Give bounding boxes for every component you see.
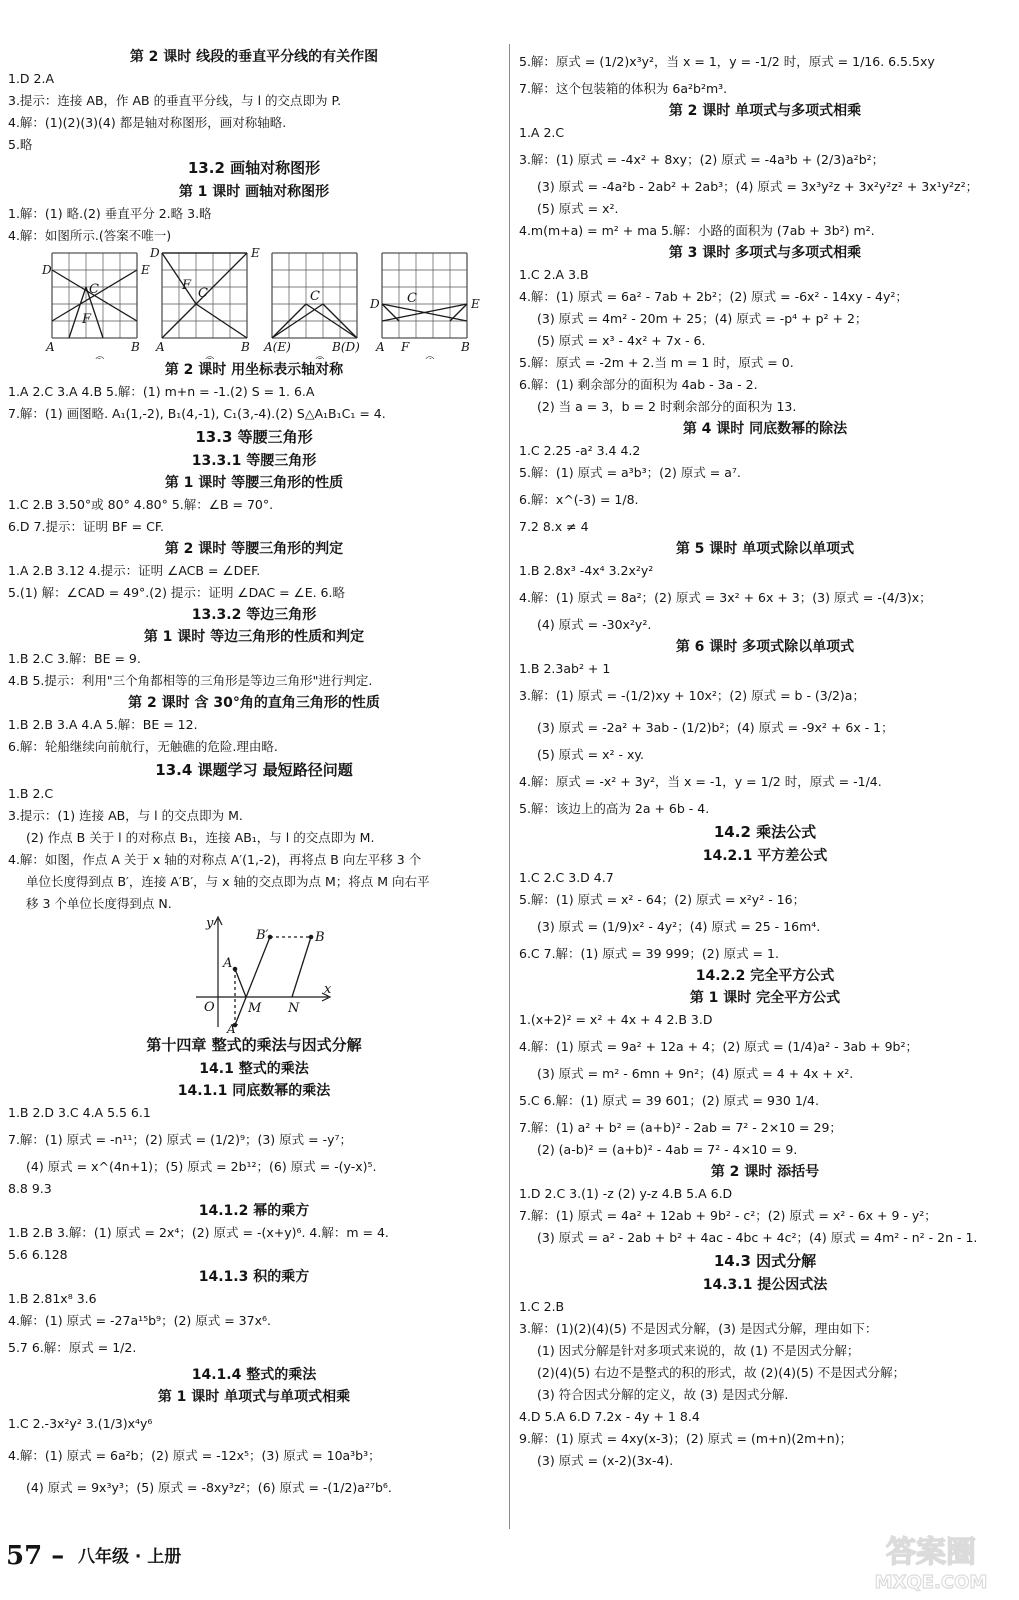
section-heading: 13.4 课题学习 最短路径问题	[155, 761, 353, 779]
answer-line: (4) 原式 = 9x³y³；(5) 原式 = -8xy³z²；(6) 原式 = -(1/2)a²⁷b⁶.	[26, 1480, 392, 1495]
answer-line: 4.解：(1) 原式 = 6a² - 7ab + 2b²；(2) 原式 = -6x² - 14xy - 4y²；	[519, 289, 908, 304]
answer-line: 5.解：(1) 原式 = a³b³；(2) 原式 = a⁷.	[519, 465, 741, 480]
figure-axis-symmetry	[8, 247, 500, 359]
figure-label: E	[141, 263, 150, 277]
section-heading: 14.1.4 整式的乘法	[191, 1367, 317, 1383]
answer-line: 4.解：(1) 原式 = 9a² + 12a + 4；(2) 原式 = (1/4)a² - 3ab + 9b²；	[519, 1039, 918, 1054]
figure-point	[309, 935, 314, 940]
figure-label: x	[324, 982, 332, 997]
answer-line: (3) 原式 = (1/9)x² - 4y²；(4) 原式 = 25 - 16m⁴.	[537, 919, 821, 934]
answer-line: 1.B 2.3ab² + 1	[519, 661, 611, 676]
answer-line: 7.解：(1) 原式 = -n¹¹；(2) 原式 = (1/2)⁹；(3) 原式 = -y⁷；	[8, 1132, 352, 1147]
answer-line: 1.B 2.8x³ -4x⁴ 3.2x²y²	[519, 563, 654, 578]
figure-label: E	[471, 297, 480, 311]
answer-line: 6.解：轮船继续向前航行，无触礁的危险.理由略.	[8, 739, 278, 754]
answer-line: (4) 原式 = x^(4n+1)；(5) 原式 = 2b¹²；(6) 原式 = -(y-x)⁵.	[26, 1159, 377, 1174]
answer-line: 6.D 7.提示：证明 BF = CF.	[8, 519, 164, 534]
answer-line: (3) 原式 = (x-2)(3x-4).	[537, 1453, 674, 1468]
answer-line: 6.解：x^(-3) = 1/8.	[519, 492, 639, 507]
answer-line: 1.C 2.B	[519, 1299, 565, 1314]
figure-label: B	[315, 930, 325, 945]
answer-line: (2)(4)(5) 右边不是整式的积的形式，故 (2)(4)(5) 不是因式分解；	[537, 1365, 906, 1380]
figure-label: A(E)	[264, 340, 291, 354]
grade-label: 八年级 · 上册	[78, 1547, 182, 1567]
column-divider	[509, 44, 510, 1529]
symmetry-figures	[8, 247, 500, 359]
answer-line: 5.6 6.128	[8, 1247, 68, 1262]
page-number: 57 –	[6, 1541, 65, 1571]
answer-line: 4.D 5.A 6.D 7.2x - 4y + 1 8.4	[519, 1409, 700, 1424]
figure-label: F	[182, 278, 192, 293]
answer-line: 1.B 2.81x⁸ 3.6	[8, 1291, 97, 1306]
answer-line: 7.解：这个包装箱的体积为 6a²b²m³.	[519, 81, 728, 96]
answer-line: 6.解：(1) 剩余部分的面积为 4ab - 3a - 2.	[519, 377, 758, 392]
answer-line: 1.C 2.C 3.D 4.7	[519, 870, 614, 885]
watermark-logo	[851, 1526, 1011, 1596]
answer-line: 1.B 2.B 3.解：(1) 原式 = 2x⁴；(2) 原式 = -(x+y)⁶. 4.解：m = 4.	[8, 1225, 389, 1240]
answer-line: 单位长度得到点 B′，连接 A′B′，与 x 轴的交点即为点 M；将点 M 向右平	[26, 874, 430, 889]
figure-line	[292, 937, 311, 997]
answer-line: 1.(x+2)² = x² + 4x + 4 2.B 3.D	[519, 1012, 713, 1027]
answer-line: 4.B 5.提示：利用"三个角都相等的三角形是等边三角形"进行判定.	[8, 673, 373, 688]
answer-line: 3.解：(1) 原式 = -4x² + 8xy；(2) 原式 = -4a³b + (2/3)a²b²；	[519, 152, 885, 167]
answer-line: 3.解：(1) 原式 = -(1/2)xy + 10x²；(2) 原式 = b - (3/2)a；	[519, 688, 865, 703]
answer-line: (5) 原式 = x² - xy.	[537, 747, 644, 762]
answer-line: 6.C 7.解：(1) 原式 = 39 999；(2) 原式 = 1.	[519, 946, 779, 961]
answer-line: 5.(1) 解：∠CAD = 49°.(2) 提示：证明 ∠DAC = ∠E. 6.略	[8, 585, 345, 600]
answer-line: 1.A 2.B 3.12 4.提示：证明 ∠ACB = ∠DEF.	[8, 563, 261, 578]
answer-line: 7.2 8.x ≠ 4	[519, 519, 589, 534]
figure-label	[314, 355, 326, 359]
answer-line: (2) 当 a = 3，b = 2 时剩余部分的面积为 13.	[537, 399, 797, 414]
answer-line: (3) 符合因式分解的定义，故 (3) 是因式分解.	[537, 1387, 789, 1402]
section-heading: 第 1 课时 等腰三角形的性质	[164, 475, 344, 491]
section-heading: 14.3.1 提公因式法	[702, 1277, 828, 1293]
answer-line: 9.解：(1) 原式 = 4xy(x-3)；(2) 原式 = (m+n)(2m+n)；	[519, 1431, 853, 1446]
answer-line: 5.解：该边上的高为 2a + 6b - 4.	[519, 801, 710, 816]
section-heading: 13.3 等腰三角形	[195, 428, 313, 446]
section-heading: 第十四章 整式的乘法与因式分解	[146, 1036, 362, 1054]
section-heading: 第 1 课时 等边三角形的性质和判定	[143, 629, 365, 645]
answer-line: (3) 原式 = 4m² - 20m + 25；(4) 原式 = -p⁴ + p² + 2；	[537, 311, 868, 326]
answer-line: 5.略	[8, 137, 33, 152]
figure-label: N	[288, 1001, 300, 1016]
answer-line: 1.A 2.C	[519, 125, 565, 140]
watermark-text: 答案圈	[886, 1535, 976, 1570]
figure-label: A′	[227, 1022, 239, 1033]
answer-line: (3) 原式 = -4a²b - 2ab² + 2ab³；(4) 原式 = 3x³y²z + 3x²y²z² + 3x¹y²z²；	[537, 179, 979, 194]
figure-label: y	[206, 916, 214, 931]
answer-line: 3.解：(1)(2)(4)(5) 不是因式分解，(3) 是因式分解，理由如下：	[519, 1321, 878, 1336]
section-heading: 14.3 因式分解	[713, 1252, 817, 1270]
section-heading: 第 6 课时 多项式除以单项式	[675, 639, 855, 655]
answer-line: 1.D 2.C 3.(1) -z (2) y-z 4.B 5.A 6.D	[519, 1186, 733, 1201]
answer-line: 7.解：(1) 原式 = 4a² + 12ab + 9b² - c²；(2) 原式 = x² - 6x + 9 - y²；	[519, 1208, 937, 1223]
figure-label: C	[89, 282, 99, 297]
figure-label: B	[461, 340, 470, 354]
figure-label: O	[204, 1000, 215, 1015]
section-heading: 第 2 课时 含 30°角的直角三角形的性质	[128, 695, 380, 711]
section-heading: 14.1.2 幂的乘方	[198, 1203, 310, 1219]
answer-line: 4.解：如图所示.(答案不唯一)	[8, 228, 172, 243]
answer-line: (1) 因式分解是针对多项式来说的，故 (1) 不是因式分解；	[537, 1343, 860, 1358]
section-heading: 第 5 课时 单项式除以单项式	[675, 541, 855, 557]
coordinate-figure	[8, 915, 500, 1033]
figure-shortest-path	[8, 915, 500, 1033]
section-heading: 14.1.1 同底数幂的乘法	[177, 1083, 331, 1099]
section-heading: 13.2 画轴对称图形	[187, 159, 321, 177]
figure-label	[424, 355, 436, 359]
figure-label: A	[376, 340, 385, 354]
answer-line: 1.B 2.B 3.A 4.A 5.解：BE = 12.	[8, 717, 198, 732]
figure-label	[94, 355, 106, 359]
figure-label: F	[401, 340, 410, 354]
figure-label: B	[241, 340, 250, 354]
answer-line: 1.B 2.C 3.解：BE = 9.	[8, 651, 141, 666]
right-column	[519, 46, 1011, 1472]
answer-line: 1.C 2.B 3.50°或 80° 4.80° 5.解：∠B = 70°.	[8, 497, 274, 512]
figure-label: B′	[256, 928, 269, 943]
figure-label: C	[407, 291, 417, 306]
section-heading: 第 3 课时 多项式与多项式相乘	[668, 245, 862, 261]
section-heading: 14.1.3 积的乘方	[198, 1269, 310, 1285]
answer-line: 3.提示：连接 AB，作 AB 的垂直平分线，与 l 的交点即为 P.	[8, 93, 342, 108]
answer-line: 1.解：(1) 略.(2) 垂直平分 2.略 3.略	[8, 206, 212, 221]
section-heading: 14.1 整式的乘法	[199, 1061, 309, 1077]
answer-line: (3) 原式 = -2a² + 3ab - (1/2)b²；(4) 原式 = -9x² + 6x - 1；	[537, 720, 894, 735]
answer-line: 5.解：原式 = (1/2)x³y²，当 x = 1，y = -1/2 时，原式 = 1/16. 6.5.5xy	[519, 54, 935, 69]
answer-line: 1.C 2.A 3.B	[519, 267, 589, 282]
section-heading: 13.3.1 等腰三角形	[191, 453, 317, 469]
figure-label	[204, 355, 216, 359]
answer-line: 4.解：(1) 原式 = -27a¹⁵b⁹；(2) 原式 = 37x⁶.	[8, 1313, 271, 1328]
section-heading: 第 2 课时 用坐标表示轴对称	[164, 362, 344, 378]
answer-line: 1.C 2.-3x²y² 3.(1/3)x⁴y⁶	[8, 1416, 153, 1431]
answer-line: (5) 原式 = x².	[537, 201, 619, 216]
answer-line: 4.解：(1) 原式 = 8a²；(2) 原式 = 3x² + 6x + 3；(3) 原式 = -(4/3)x；	[519, 590, 932, 605]
figure-line	[235, 969, 246, 997]
section-heading: 第 2 课时 线段的垂直平分线的有关作图	[129, 49, 379, 65]
left-column	[8, 46, 500, 1504]
answer-line: (5) 原式 = x³ - 4x² + 7x - 6.	[537, 333, 706, 348]
answer-line: 3.提示：(1) 连接 AB，与 l 的交点即为 M.	[8, 808, 243, 823]
section-heading: 第 2 课时 添括号	[710, 1164, 820, 1180]
section-heading: 14.2 乘法公式	[713, 823, 817, 841]
answer-line: (3) 原式 = a² - 2ab + b² + 4ac - 4bc + 4c²；(4) 原式 = 4m² - n² - 2n - 1.	[537, 1230, 978, 1245]
section-heading: 第 2 课时 单项式与多项式相乘	[668, 103, 862, 119]
answer-line: 移 3 个单位长度得到点 N.	[26, 896, 172, 911]
answer-line: 8.8 9.3	[8, 1181, 52, 1196]
answer-line: 1.B 2.D 3.C 4.A 5.5 6.1	[8, 1105, 151, 1120]
figure-label: C	[310, 289, 320, 304]
section-heading: 14.2.2 完全平方公式	[695, 968, 835, 984]
answer-line: 5.7 6.解：原式 = 1/2.	[8, 1340, 137, 1355]
answer-line: 4.解：原式 = -x² + 3y²，当 x = -1，y = 1/2 时，原式 = -1/4.	[519, 774, 882, 789]
section-heading: 第 1 课时 完全平方公式	[689, 990, 841, 1006]
answer-line: 7.解：(1) 画图略. A₁(1,-2), B₁(4,-1), C₁(3,-4).(2) S△A₁B₁C₁ = 4.	[8, 406, 386, 421]
figure-label: A	[46, 340, 55, 354]
answer-line: 7.解：(1) a² + b² = (a+b)² - 2ab = 7² - 2×10 = 29；	[519, 1120, 842, 1135]
answer-line: 5.解：原式 = -2m + 2.当 m = 1 时，原式 = 0.	[519, 355, 794, 370]
figure-label: F	[82, 312, 92, 327]
answer-line: 4.解：如图，作点 A 关于 x 轴的对称点 A′(1,-2)，再将点 B 向左平移 3 个	[8, 852, 422, 867]
figure-label: A	[156, 340, 165, 354]
answer-line: 1.D 2.A	[8, 71, 55, 86]
figure-label: D	[150, 247, 160, 260]
figure-label: D	[42, 263, 52, 277]
figure-label: D	[370, 297, 380, 311]
section-heading: 第 1 课时 画轴对称图形	[178, 184, 330, 200]
figure-label: M	[248, 1001, 262, 1016]
answer-line: (4) 原式 = -30x²y².	[537, 617, 652, 632]
figure-label: A	[223, 956, 233, 971]
section-heading: 第 2 课时 等腰三角形的判定	[164, 541, 344, 557]
answer-line: (3) 原式 = m² - 6mn + 9n²；(4) 原式 = 4 + 4x + x².	[537, 1066, 854, 1081]
figure-point	[233, 967, 238, 972]
figure-label: C	[198, 286, 208, 301]
answer-line: 1.C 2.25 -a² 3.4 4.2	[519, 443, 641, 458]
answer-line: 1.A 2.C 3.A 4.B 5.解：(1) m+n = -1.(2) S = 1. 6.A	[8, 384, 315, 399]
figure-label: E	[251, 247, 260, 260]
answer-line: 5.解：(1) 原式 = x² - 64；(2) 原式 = x²y² - 16；	[519, 892, 806, 907]
answer-line: (2) (a-b)² = (a+b)² - 4ab = 7² - 4×10 = 9.	[537, 1142, 798, 1157]
answer-line: 1.B 2.C	[8, 786, 54, 801]
answer-line: 5.C 6.解：(1) 原式 = 39 601；(2) 原式 = 930 1/4.	[519, 1093, 819, 1108]
section-heading: 第 1 课时 单项式与单项式相乘	[157, 1389, 351, 1405]
section-heading: 13.3.2 等边三角形	[191, 607, 317, 623]
answer-line: 4.解：(1) 原式 = 6a²b；(2) 原式 = -12x⁵；(3) 原式 = 10a³b³；	[8, 1448, 381, 1463]
figure-label: B(D)	[332, 340, 360, 354]
answer-line: 4.解：(1)(2)(3)(4) 都是轴对称图形，画对称轴略.	[8, 115, 287, 130]
answer-line: 4.m(m+a) = m² + ma 5.解：小路的面积为 (7ab + 3b²) m².	[519, 223, 875, 238]
watermark-url: MXQE.COM	[874, 1572, 988, 1593]
figure-label: B	[131, 340, 140, 354]
section-heading: 14.2.1 平方差公式	[702, 848, 828, 864]
answer-line: (2) 作点 B 关于 l 的对称点 B₁，连接 AB₁，与 l 的交点即为 M.	[26, 830, 375, 845]
section-heading: 第 4 课时 同底数幂的除法	[682, 421, 848, 437]
